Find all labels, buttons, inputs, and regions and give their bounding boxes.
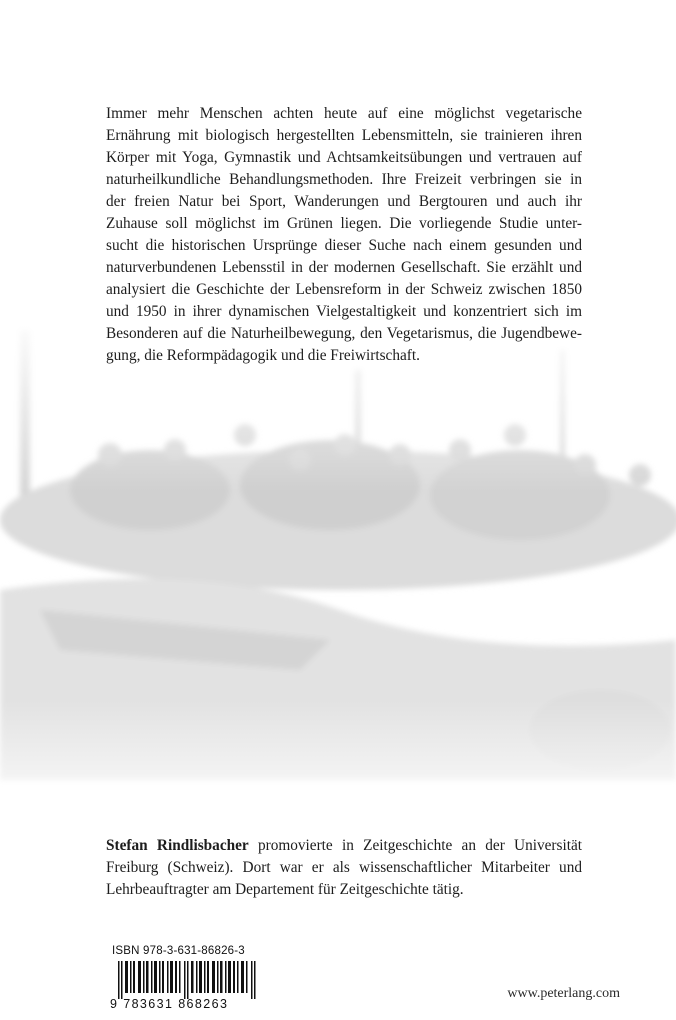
author-bio-line: Lehrbeauftragter am Departement für Zeitgeschichte tätig. xyxy=(106,881,464,898)
author-bio xyxy=(106,835,582,901)
author-name: Stefan Rindlisbacher xyxy=(106,837,249,854)
blurb-line: Ernährung mit biologisch hergestellten Lebensmitteln, sie trainieren ihren xyxy=(106,127,582,144)
blurb-line: Immer mehr Menschen achten heute auf eine möglichst vegetarische xyxy=(106,105,582,122)
blurb-line: Körper mit Yoga, Gymnastik und Achtsamkeitsübungen und vertrauen auf xyxy=(106,149,582,166)
background-photo xyxy=(0,310,676,830)
publisher-website: www.peterlang.com xyxy=(507,986,620,1001)
isbn-label: ISBN 978-3-631-86826-3 xyxy=(112,945,245,957)
blurb-line: analysiert die Geschichte der Lebensreform in der Schweiz zwischen 1850 xyxy=(106,281,582,298)
blurb-text xyxy=(106,103,582,367)
blurb-line: und 1950 in ihrer dynamischen Vielgestaltigkeit und konzentriert sich im xyxy=(106,303,582,320)
blurb-line: sucht die historischen Ursprünge dieser Suche nach einem gesunden und xyxy=(106,237,582,254)
blurb-line: naturheilkundliche Behandlungsmethoden. Ihre Freizeit verbringen sie in xyxy=(106,171,582,188)
blurb-line: der freien Natur bei Sport, Wanderungen und Bergtouren und auch ihr xyxy=(106,193,582,210)
author-bio-text: promovierte in Zeitgeschichte an der Universität xyxy=(248,837,583,854)
author-bio-line: Freiburg (Schweiz). Dort war er als wissenschaftlicher Mitarbeiter und xyxy=(106,859,582,876)
barcode-bars xyxy=(118,961,260,999)
blurb-line: naturverbundenen Lebensstil in der modernen Gesellschaft. Sie erzählt und xyxy=(106,259,582,276)
barcode-digits: 9 783631 868263 xyxy=(110,997,229,1011)
author-bio-line xyxy=(106,835,582,857)
blurb-line: Zuhause soll möglichst im Grünen liegen. Die vorliegende Studie unter- xyxy=(106,215,582,232)
blurb-line: Besonderen auf die Naturheilbewegung, den Vegetarismus, die Jugendbewe- xyxy=(106,325,582,342)
blurb-line: gung, die Reformpädagogik und die Freiwirtschaft. xyxy=(106,347,420,364)
